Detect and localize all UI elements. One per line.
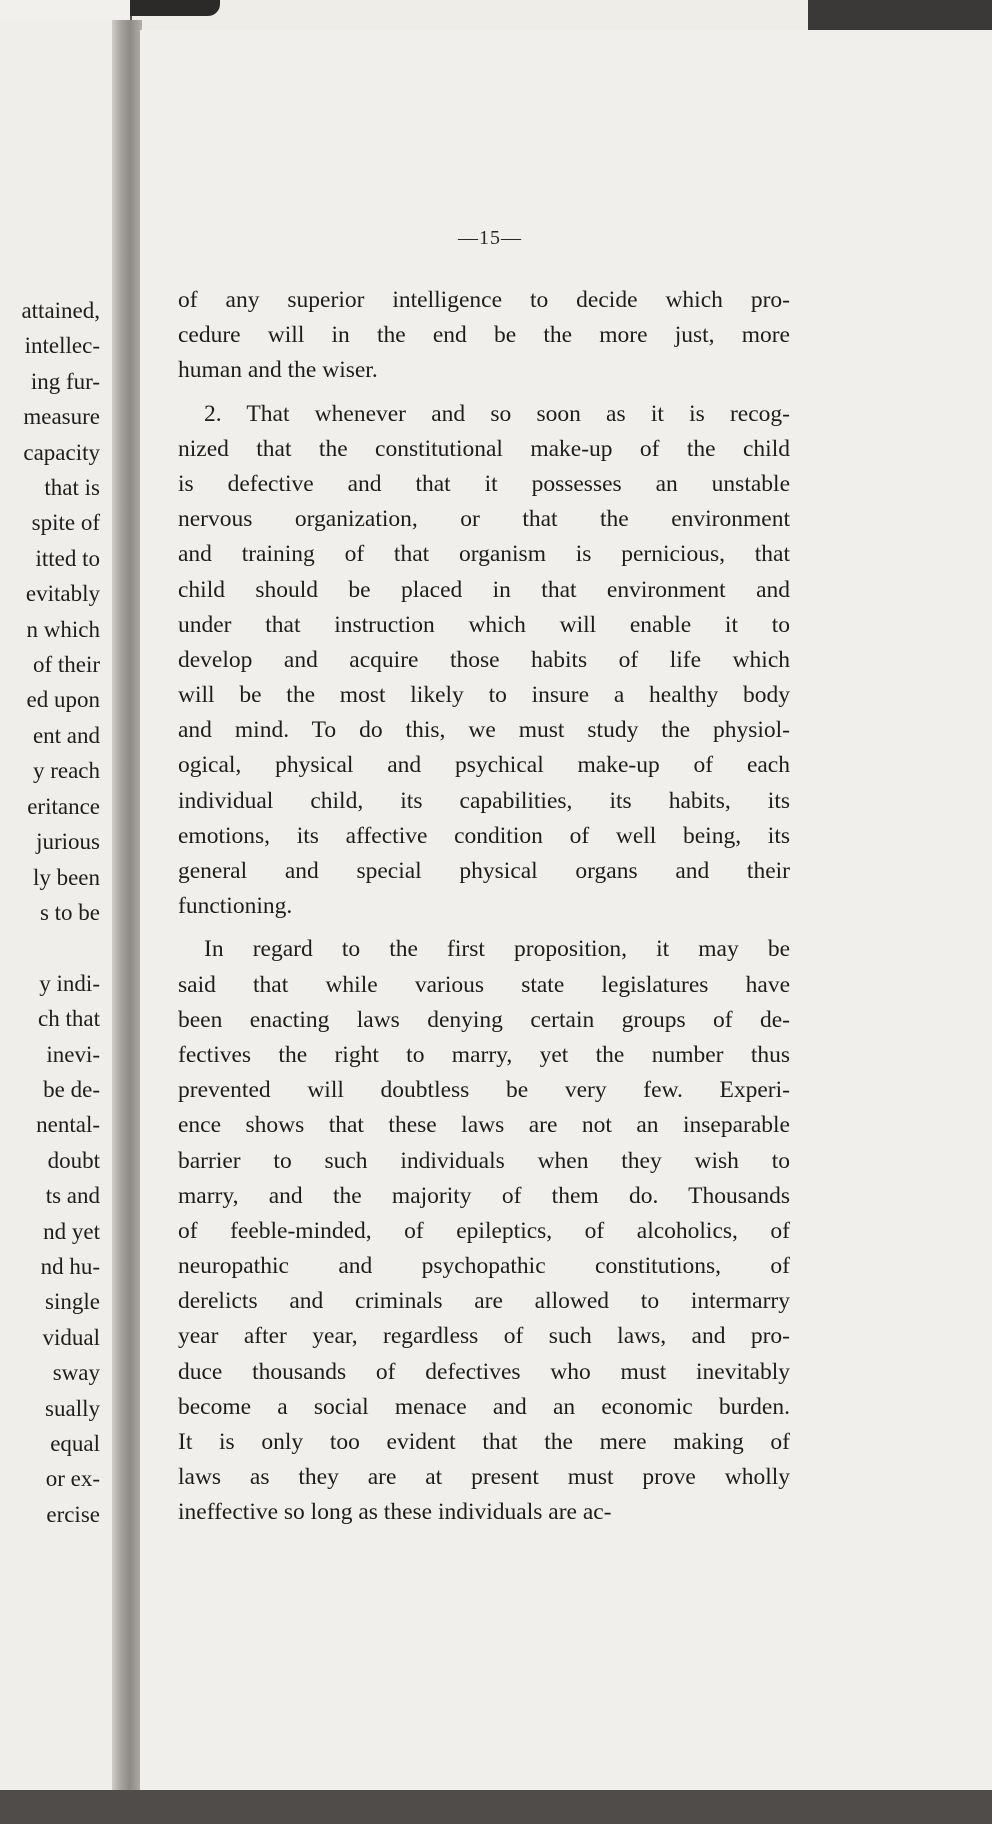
left-fragment-line: attained, [21, 298, 100, 323]
left-page-text [21, 293, 100, 1532]
left-page-fragment [0, 20, 118, 1790]
book-gutter [112, 20, 142, 1790]
text-line: of any superior intelligence to decide which pro- [178, 287, 790, 313]
left-fragment-line: capacity [23, 439, 100, 465]
scan-bottom-edge [0, 1790, 992, 1824]
left-fragment-line: inevi- [46, 1041, 100, 1067]
left-fragment-line: y reach [32, 758, 100, 784]
left-fragment-line: nd yet [43, 1218, 100, 1244]
text-line: fectives the right to marry, yet the number thus [178, 1041, 790, 1068]
text-line: nized that the constitutional make-up of the child [178, 435, 790, 462]
text-line: functioning. [178, 893, 293, 920]
text-line: barrier to such individuals when they wish to [178, 1147, 790, 1174]
text-line: under that instruction which will enable it to [178, 611, 790, 638]
text-line: ineffective so long as these individuals are ac- [178, 1499, 612, 1526]
left-fragment-line: or ex- [45, 1466, 100, 1492]
left-fragment-line: y indi- [39, 970, 100, 996]
scan-top-left-tab [0, 0, 130, 20]
text-line: will be the most likely to insure a healthy body [178, 682, 790, 709]
text-line: emotions, its affective condition of well being, its [178, 822, 790, 849]
left-fragment-line: ed upon [26, 687, 100, 713]
body-text [178, 283, 790, 1531]
left-fragment-line: ing fur- [30, 368, 100, 394]
left-fragment-line: s to be [39, 899, 100, 925]
text-line: neuropathic and psychopathic constitutions, of [178, 1253, 790, 1280]
text-line: and training of that organism is pernicious, that [178, 541, 790, 568]
left-fragment-line: n which [26, 616, 100, 642]
left-fragment-line: that is [44, 475, 100, 501]
text-line: of feeble-minded, of epileptics, of alcoholics, of [178, 1217, 790, 1244]
left-fragment-line: ercise [46, 1501, 100, 1527]
text-line: individual child, its capabilities, its habits, its [178, 787, 790, 814]
text-line: prevented will doubtless be very few. Experi- [178, 1077, 790, 1104]
left-fragment-line: equal [50, 1431, 100, 1456]
text-line: said that while various state legislatures have [178, 971, 790, 998]
text-line: general and special physical organs and their [178, 858, 790, 884]
text-line: cedure will in the end be the more just, more [178, 322, 790, 349]
text-line: become a social menace and an economic burden. [178, 1393, 790, 1420]
text-line: It is only too evident that the mere making of [178, 1429, 790, 1455]
left-fragment-line: single [45, 1289, 100, 1315]
scan-top-binding [130, 0, 220, 16]
left-fragment-line: nd hu- [40, 1253, 100, 1279]
scan-top-right-dark [808, 0, 992, 34]
left-fragment-line: ent and [32, 722, 100, 748]
paragraph [178, 397, 790, 925]
text-line: develop and acquire those habits of life which [178, 646, 790, 673]
text-line: laws as they are at present must prove wholly [178, 1464, 790, 1491]
paragraph [178, 283, 790, 389]
paragraph-gap [178, 389, 790, 397]
paragraph-gap [178, 924, 790, 932]
left-fragment-line: intellec- [24, 333, 100, 359]
left-fragment-line: itted to [35, 545, 100, 571]
paragraph [178, 932, 790, 1530]
left-fragment-line: sway [52, 1360, 100, 1386]
left-fragment-line: sually [45, 1395, 100, 1421]
left-fragment-line: vidual [42, 1324, 100, 1350]
text-line: ence shows that these laws are not an inseparable [178, 1112, 790, 1139]
scan-top-clip [130, 0, 812, 30]
page-number: —15— [458, 227, 522, 249]
text-line: been enacting laws denying certain groups of de- [178, 1006, 790, 1033]
left-fragment-line [21, 930, 100, 965]
text-line: duce thousands of defectives who must inevitably [178, 1358, 790, 1385]
left-fragment-line: be de- [43, 1076, 100, 1102]
left-fragment-line: eritance [27, 793, 100, 819]
left-fragment-line: measure [23, 404, 100, 430]
text-line: child should be placed in that environment and [178, 576, 790, 603]
left-fragment-line: spite of [31, 510, 100, 536]
left-fragment-line: ch that [38, 1006, 100, 1032]
text-line: and mind. To do this, we must study the physiol- [178, 717, 790, 744]
text-line: In regard to the first proposition, it may be [204, 936, 790, 963]
left-fragment-line: doubt [47, 1147, 100, 1173]
left-fragment-line: jurious [36, 829, 100, 855]
left-fragment-line: of their [32, 652, 100, 678]
text-line: marry, and the majority of them do. Thousands [178, 1182, 790, 1209]
left-fragment-line: evitably [25, 581, 100, 607]
left-fragment-line: nental- [36, 1112, 100, 1138]
text-line: 2. That whenever and so soon as it is recog- [204, 400, 790, 427]
left-fragment-line: ly been [32, 864, 100, 890]
text-line: ogical, physical and psychical make-up of each [178, 752, 790, 779]
left-fragment-line: ts and [45, 1183, 100, 1209]
text-line: human and the wiser. [178, 357, 378, 384]
text-line: is defective and that it possesses an unstable [178, 470, 790, 497]
text-line: year after year, regardless of such laws, and pro- [178, 1323, 790, 1350]
text-line: nervous organization, or that the environment [178, 506, 790, 533]
text-line: derelicts and criminals are allowed to intermarry [178, 1288, 790, 1315]
